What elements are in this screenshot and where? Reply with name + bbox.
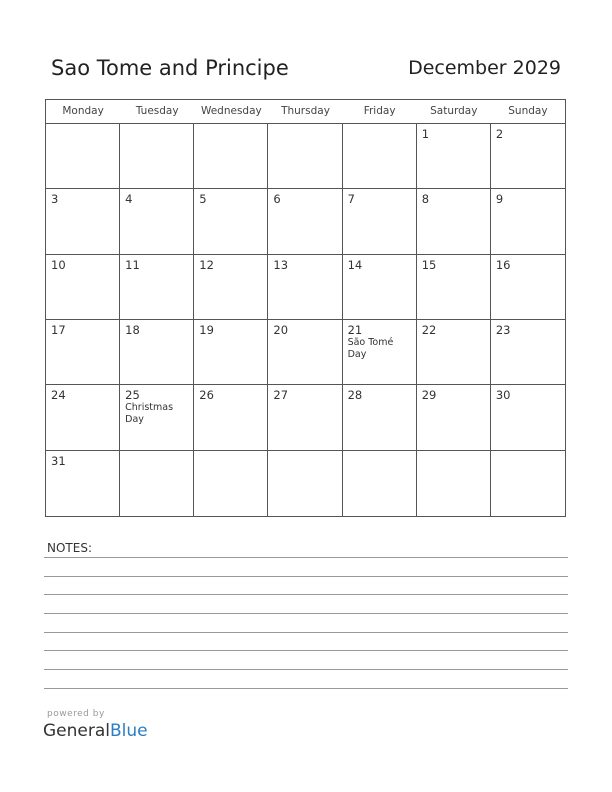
day-cell <box>120 189 194 254</box>
day-number: 5 <box>199 192 207 207</box>
day-cell <box>120 451 194 516</box>
day-number: 27 <box>273 388 289 403</box>
day-number: 1 <box>421 127 430 141</box>
weekday-header-wednesday: Wednesday <box>200 105 262 117</box>
day-number: 15 <box>421 257 437 272</box>
day-number: 11 <box>125 257 140 272</box>
day-cell <box>343 451 417 516</box>
day-cell <box>343 255 417 320</box>
day-number: 17 <box>51 323 66 337</box>
day-cell <box>343 189 417 254</box>
day-number: 28 <box>347 388 363 403</box>
day-cell <box>46 124 120 189</box>
day-cell <box>120 124 194 189</box>
day-number: 23 <box>495 323 511 337</box>
day-cell <box>417 124 491 189</box>
holiday-label: Christmas Day <box>125 402 174 426</box>
day-cell <box>194 255 268 320</box>
day-cell <box>268 320 342 385</box>
day-cell <box>491 255 565 320</box>
holiday-label: São Tomé Day <box>347 337 394 360</box>
day-number: 7 <box>347 192 355 207</box>
weekday-header-thursday: Thursday <box>281 105 330 117</box>
note-line <box>44 650 568 651</box>
day-number: 16 <box>495 257 511 272</box>
weekday-header-row <box>46 100 565 124</box>
day-cell <box>194 385 268 450</box>
note-line <box>44 594 568 595</box>
day-cell <box>268 255 342 320</box>
month-year-title: December 2029 <box>408 57 561 79</box>
weekday-header-sunday: Sunday <box>508 105 548 117</box>
day-number: 29 <box>421 388 437 403</box>
day-cell <box>491 385 565 450</box>
note-line <box>44 557 568 558</box>
calendar-grid <box>45 99 566 517</box>
note-line <box>44 688 568 689</box>
day-number: 24 <box>51 388 66 403</box>
day-number: 21 <box>347 323 363 337</box>
day-cell <box>120 320 194 385</box>
day-cell <box>46 385 120 450</box>
day-number: 26 <box>199 388 214 403</box>
day-cell <box>417 451 491 516</box>
day-cell <box>491 189 565 254</box>
day-cell <box>268 385 342 450</box>
day-cell <box>194 320 268 385</box>
day-number: 22 <box>421 323 437 337</box>
day-number: 12 <box>199 257 214 272</box>
day-cell <box>46 451 120 516</box>
day-number: 20 <box>273 323 289 337</box>
brand-general: General <box>43 721 110 741</box>
weekday-header-tuesday: Tuesday <box>135 105 179 117</box>
day-number: 9 <box>495 192 504 207</box>
day-cell <box>120 255 194 320</box>
day-grid <box>46 124 565 516</box>
day-number: 19 <box>199 323 214 337</box>
day-cell <box>343 320 417 385</box>
day-cell <box>46 320 120 385</box>
brand-logo <box>43 721 148 741</box>
day-cell <box>417 320 491 385</box>
day-cell <box>417 189 491 254</box>
day-cell <box>46 255 120 320</box>
day-number: 13 <box>273 257 289 272</box>
day-cell <box>194 189 268 254</box>
day-number: 30 <box>495 388 511 403</box>
day-number: 25 <box>125 388 140 403</box>
day-number: 18 <box>125 323 140 337</box>
day-cell <box>491 320 565 385</box>
weekday-header-saturday: Saturday <box>430 105 478 117</box>
country-title: Sao Tome and Principe <box>51 56 289 80</box>
day-cell <box>268 189 342 254</box>
day-cell <box>46 189 120 254</box>
note-line <box>44 576 568 577</box>
day-cell <box>268 124 342 189</box>
day-number: 6 <box>273 192 281 207</box>
powered-by-text: powered by <box>47 709 105 719</box>
note-line <box>44 613 568 614</box>
day-cell <box>491 124 565 189</box>
notes-label: NOTES: <box>47 541 92 555</box>
day-cell <box>120 385 194 450</box>
day-number: 3 <box>51 192 59 207</box>
day-cell <box>491 451 565 516</box>
day-number: 8 <box>421 192 430 207</box>
day-cell <box>194 124 268 189</box>
day-cell <box>194 451 268 516</box>
day-cell <box>268 451 342 516</box>
day-number: 14 <box>347 257 363 272</box>
day-number: 4 <box>125 192 133 207</box>
day-number: 2 <box>495 127 504 141</box>
brand-blue: Blue <box>110 721 148 741</box>
day-number: 31 <box>51 453 66 468</box>
note-line <box>44 669 568 670</box>
day-cell <box>417 385 491 450</box>
day-number: 10 <box>51 257 66 272</box>
day-cell <box>417 255 491 320</box>
weekday-header-monday: Monday <box>62 105 104 117</box>
day-cell <box>343 385 417 450</box>
weekday-header-friday: Friday <box>363 105 396 117</box>
note-line <box>44 632 568 633</box>
day-cell <box>343 124 417 189</box>
